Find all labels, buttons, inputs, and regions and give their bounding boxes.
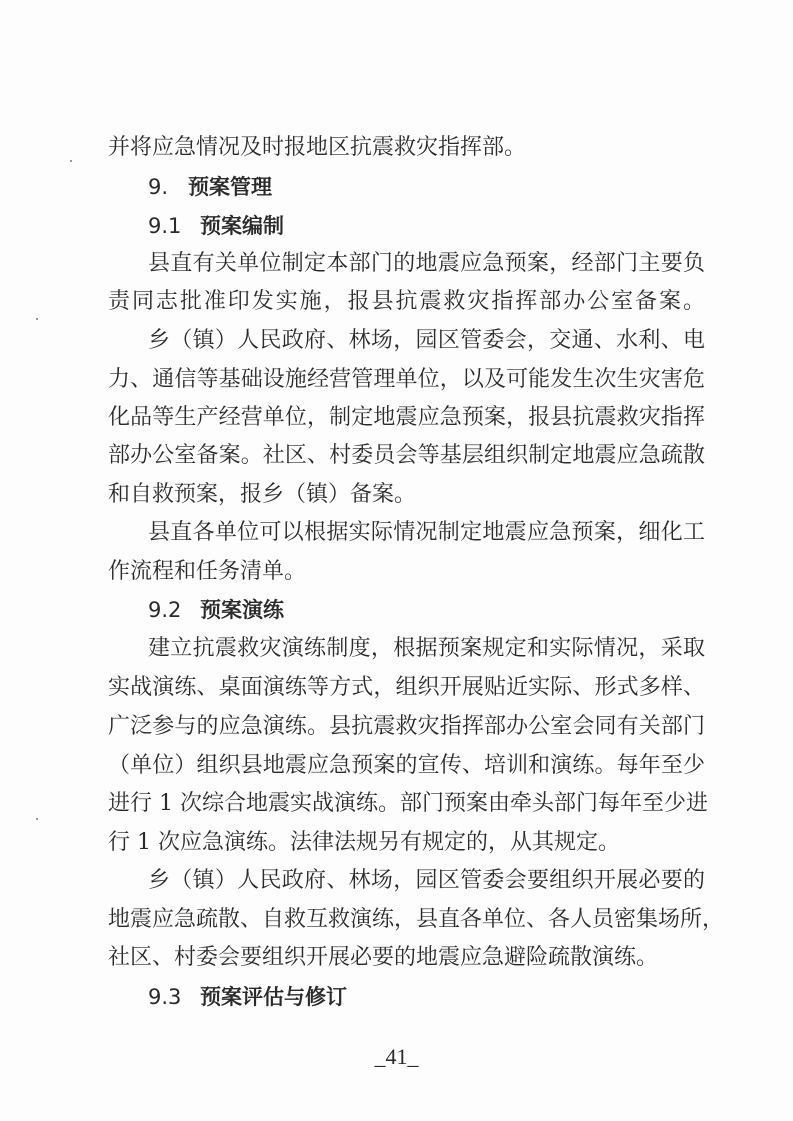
section-heading-9-1 [148,212,284,240]
paragraph-line: 实战演练、桌面演练等方式，组织开展贴近实际、形式多样、 [108,675,705,700]
heading-title: 预案演练 [200,598,284,622]
paragraph-line: 行 1 次应急演练。法律法规另有规定的，从其规定。 [108,830,620,855]
paragraph-line: 县直有关单位制定本部门的地震应急预案，经部门主要负 [148,251,705,276]
section-heading-9-3 [148,983,347,1011]
paragraph-line: 和自救预案，报乡（镇）备案。 [108,482,417,507]
paragraph-line: （单位）组织县地震应急预案的宣传、培训和演练。每年至少 [108,753,705,778]
paragraph-line: 责同志批准印发实施，报县抗震救灾指挥部办公室备案。 [108,289,705,314]
paragraph-line: 作流程和任务清单。 [108,559,307,584]
paragraph-line: 部办公室备案。社区、村委员会等基层组织制定地震应急疏散 [108,443,705,468]
paragraph-line: 乡（镇）人民政府、林场，园区管委会要组织开展必要的 [148,868,705,893]
page-number: _41_ [374,1044,419,1069]
scan-speck [70,160,72,162]
paragraph-line: 建立抗震救灾演练制度，根据预案规定和实际情况，采取 [148,636,705,661]
heading-number: 9.2 [148,598,182,622]
scan-speck [36,318,38,320]
paragraph-line: 化品等生产经营单位，制定地震应急预案，报县抗震救灾指挥 [108,405,705,430]
paragraph-line: 广泛参与的应急演练。县抗震救灾指挥部办公室会同有关部门 [108,714,705,739]
heading-number: 9.3 [148,985,182,1009]
paragraph-line: 地震应急疏散、自救互救演练，县直各单位、各人员密集场所， [108,907,725,932]
paragraph-line: 县直各单位可以根据实际情况制定地震应急预案，细化工 [148,520,705,545]
heading-title: 预案评估与修订 [200,985,347,1009]
section-heading-9 [148,173,272,201]
heading-title: 预案管理 [188,175,272,199]
heading-number: 9. [148,175,169,199]
paragraph-line: 乡（镇）人民政府、林场，园区管委会，交通、水利、电 [148,328,705,353]
scan-speck [36,818,38,820]
paragraph-line: 进行 1 次综合地震实战演练。部门预案由牵头部门每年至少进 [108,791,708,816]
section-heading-9-2 [148,596,284,624]
heading-number: 9.1 [148,214,182,238]
heading-title: 预案编制 [200,214,284,238]
paragraph-line: 并将应急情况及时报地区抗震救灾指挥部。 [108,135,527,160]
paragraph-line: 力、通信等基础设施经营管理单位，以及可能发生次生灾害危 [108,367,705,392]
paragraph-line: 社区、村委会要组织开展必要的地震应急避险疏散演练。 [108,945,659,970]
